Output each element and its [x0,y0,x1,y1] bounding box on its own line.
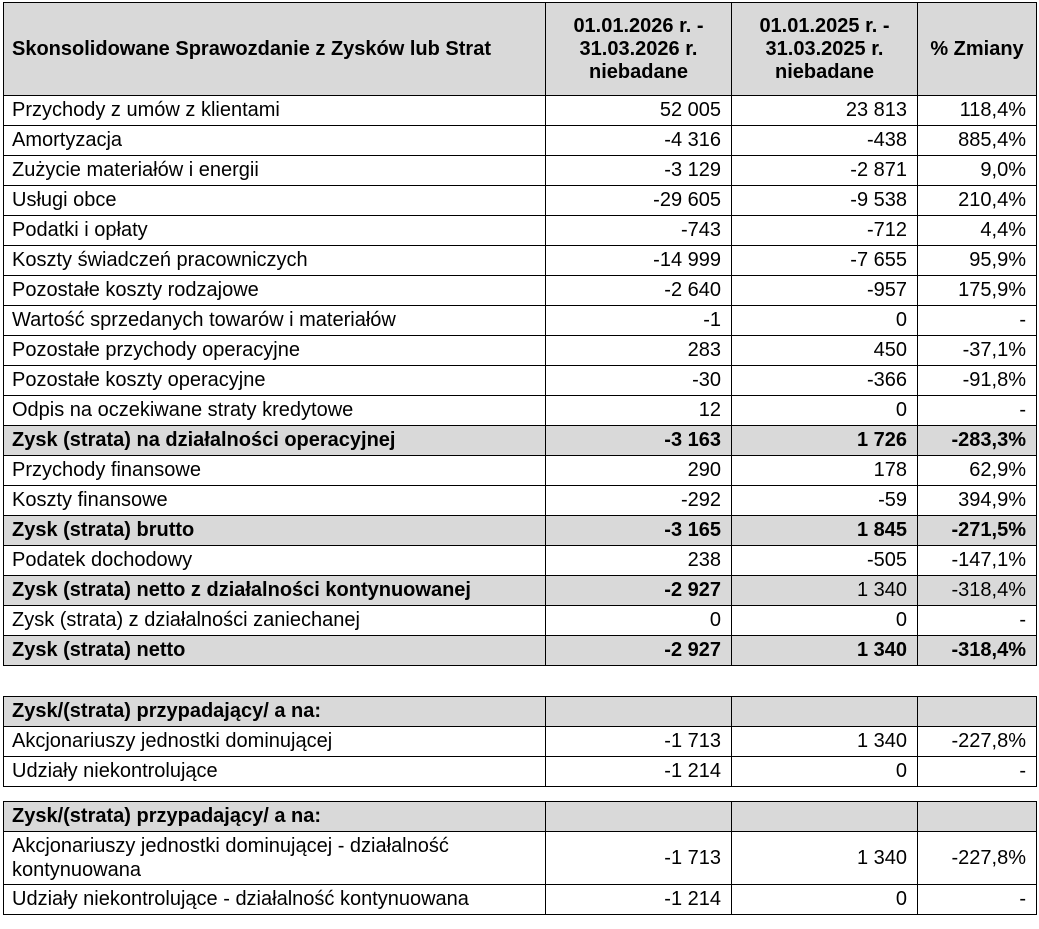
value-change: 95,9% [918,246,1037,276]
value-2026: -29 605 [546,186,732,216]
total-row [4,636,1037,666]
section-header-row [4,802,1037,832]
value-2025: -2 871 [732,156,918,186]
table-row [4,306,1037,336]
value-2026: -4 316 [546,126,732,156]
value-change: -147,1% [918,546,1037,576]
table-row [4,546,1037,576]
table-row [4,456,1037,486]
value-2026: -2 640 [546,276,732,306]
value-change: 62,9% [918,456,1037,486]
value-change: -283,3% [918,426,1037,456]
value-2025: -505 [732,546,918,576]
value-2025: -438 [732,126,918,156]
income-statement-table [3,2,1037,666]
value-change: -37,1% [918,336,1037,366]
value-change: 885,4% [918,126,1037,156]
value-2026: 290 [546,456,732,486]
statement-title: Skonsolidowane Sprawozdanie z Zysków lub Strat [4,3,546,96]
value-2026: -1 214 [546,757,732,787]
table-row [4,366,1037,396]
row-label: Odpis na oczekiwane straty kredytowe [4,396,546,426]
value-2026: -2 927 [546,636,732,666]
value-2026: -1 214 [546,885,732,915]
value-2025: 450 [732,336,918,366]
section-title: Zysk/(strata) przypadający/ a na: [4,802,546,832]
row-label: Zysk (strata) na działalności operacyjnej [4,426,546,456]
table-row [4,757,1037,787]
table-row [4,885,1037,915]
subtotal-row [4,426,1037,456]
table-row [4,186,1037,216]
value-2025: -366 [732,366,918,396]
row-label: Zysk (strata) brutto [4,516,546,546]
value-change: -318,4% [918,636,1037,666]
value-change: 4,4% [918,216,1037,246]
row-label: Zużycie materiałów i energii [4,156,546,186]
value-2025: 1 340 [732,576,918,606]
value-change: -227,8% [918,832,1037,885]
table-row [4,246,1037,276]
value-2025: 1 726 [732,426,918,456]
value-2026: -292 [546,486,732,516]
row-label: Podatek dochodowy [4,546,546,576]
row-label: Pozostałe przychody operacyjne [4,336,546,366]
value-2026: 283 [546,336,732,366]
section-title: Zysk/(strata) przypadający/ a na: [4,697,546,727]
row-label: Amortyzacja [4,126,546,156]
table-row [4,216,1037,246]
value-2025: -7 655 [732,246,918,276]
value-change: 118,4% [918,96,1037,126]
value-2026: -30 [546,366,732,396]
value-2026: 0 [546,606,732,636]
column-header-2026: 01.01.2026 r. - 31.03.2026 r. niebadane [546,3,732,96]
row-label: Udziały niekontrolujące - działalność kontynuowana [4,885,546,915]
subtotal-row [4,516,1037,546]
value-change: 9,0% [918,156,1037,186]
value-2026: -2 927 [546,576,732,606]
attribution-table [3,696,1037,787]
value-2026: -1 713 [546,727,732,757]
table-row [4,832,1037,885]
column-header-change: % Zmiany [918,3,1037,96]
column-header-2025: 01.01.2025 r. - 31.03.2025 r. niebadane [732,3,918,96]
table-row [4,96,1037,126]
value-2026: -743 [546,216,732,246]
table-row [4,727,1037,757]
value-2025: 1 340 [732,636,918,666]
row-label: Akcjonariuszy jednostki dominującej - działalność kontynuowana [4,832,546,885]
value-2025: 0 [732,885,918,915]
value-2025: 1 845 [732,516,918,546]
value-change: -271,5% [918,516,1037,546]
value-2025: -712 [732,216,918,246]
row-label: Przychody finansowe [4,456,546,486]
value-2025: -9 538 [732,186,918,216]
value-2026: 12 [546,396,732,426]
table-row [4,486,1037,516]
row-label: Zysk (strata) netto [4,636,546,666]
row-label: Koszty świadczeń pracowniczych [4,246,546,276]
value-2025: 1 340 [732,832,918,885]
value-2026: -3 129 [546,156,732,186]
row-label: Pozostałe koszty rodzajowe [4,276,546,306]
value-2025: 0 [732,757,918,787]
value-2026: -1 [546,306,732,336]
section-header-row [4,697,1037,727]
value-change: -91,8% [918,366,1037,396]
value-2026: -3 163 [546,426,732,456]
subtotal-row [4,576,1037,606]
row-label: Przychody z umów z klientami [4,96,546,126]
value-2025: 178 [732,456,918,486]
value-change: - [918,885,1037,915]
value-change: - [918,306,1037,336]
value-2026: 238 [546,546,732,576]
row-label: Koszty finansowe [4,486,546,516]
value-change: 210,4% [918,186,1037,216]
table-row [4,606,1037,636]
value-change: - [918,606,1037,636]
row-label: Wartość sprzedanych towarów i materiałów [4,306,546,336]
value-2025: 0 [732,306,918,336]
table-row [4,336,1037,366]
value-2025: 1 340 [732,727,918,757]
value-change: 394,9% [918,486,1037,516]
row-label: Akcjonariuszy jednostki dominującej [4,727,546,757]
value-2026: -3 165 [546,516,732,546]
header-row [4,3,1037,96]
table-row [4,276,1037,306]
attribution-continuing-table [3,801,1037,915]
value-change: -318,4% [918,576,1037,606]
table-row [4,126,1037,156]
value-2026: 52 005 [546,96,732,126]
value-2026: -14 999 [546,246,732,276]
value-2025: 0 [732,606,918,636]
row-label: Usługi obce [4,186,546,216]
row-label: Udziały niekontrolujące [4,757,546,787]
row-label: Zysk (strata) netto z działalności kontynuowanej [4,576,546,606]
table-row [4,396,1037,426]
value-change: - [918,396,1037,426]
value-2025: 0 [732,396,918,426]
row-label: Podatki i opłaty [4,216,546,246]
table-row [4,156,1037,186]
value-2025: 23 813 [732,96,918,126]
value-2026: -1 713 [546,832,732,885]
value-2025: -957 [732,276,918,306]
value-change: -227,8% [918,727,1037,757]
value-2025: -59 [732,486,918,516]
row-label: Pozostałe koszty operacyjne [4,366,546,396]
row-label: Zysk (strata) z działalności zaniechanej [4,606,546,636]
value-change: - [918,757,1037,787]
value-change: 175,9% [918,276,1037,306]
